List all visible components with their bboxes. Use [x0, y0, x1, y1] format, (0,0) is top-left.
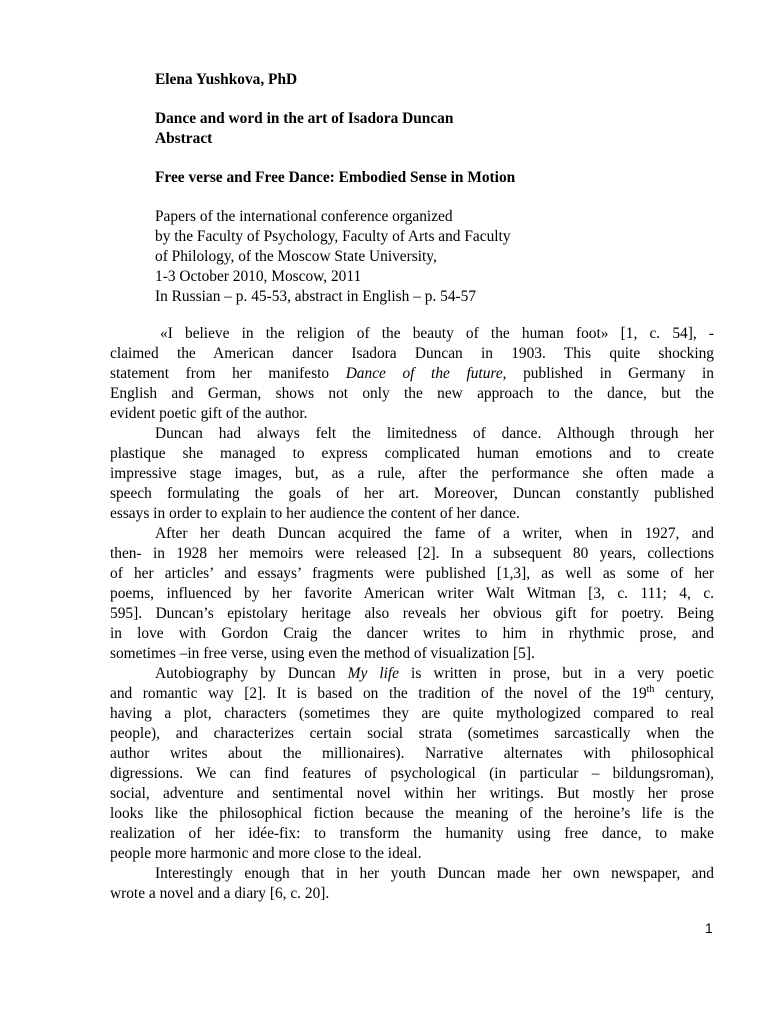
body-line: Autobiography by Duncan My life is written in prose, but in a very poetic	[155, 665, 714, 682]
body-line: Interestingly enough that in her youth Duncan made her own newspaper, and	[155, 865, 714, 882]
italic-title: My life	[347, 665, 399, 682]
body-line: realization of her idée-fix: to transform the humanity using free dance, to make	[110, 825, 714, 842]
body-line: sometimes –in free verse, using even the method of visualization [5].	[110, 645, 535, 662]
body-line: digressions. We can find features of psychological (in particular – bildungsroman),	[110, 765, 714, 782]
body-line: people more harmonic and more close to the ideal.	[110, 845, 422, 862]
body-line: having a plot, characters (sometimes they are quite mythologized compared to real	[110, 705, 714, 722]
source-line: by the Faculty of Psychology, Faculty of Arts and Faculty	[155, 228, 511, 245]
body-line: wrote a novel and a diary [6, c. 20].	[110, 885, 330, 902]
body-line: social, adventure and sentimental novel within her writings. But mostly her prose	[110, 785, 714, 802]
body-line: author writes about the millionaires). Narrative alternates with philosophical	[110, 745, 714, 762]
body-line: and romantic way [2]. It is based on the tradition of the novel of the 19th century,	[110, 684, 714, 702]
page-number: 1	[705, 920, 713, 936]
superscript: th	[646, 684, 655, 695]
author-name: Elena Yushkova, PhD	[155, 71, 298, 88]
body-line: in love with Gordon Craig the dancer writes to him in rhythmic prose, and	[110, 625, 714, 642]
source-line: 1-3 October 2010, Moscow, 2011	[155, 268, 362, 285]
body-line: statement from her manifesto Dance of the future, published in Germany in	[110, 365, 714, 382]
body-line: then- in 1928 her memoirs were released [2]. In a subsequent 80 years, collections	[110, 545, 714, 562]
italic-title: Dance of the future	[345, 365, 503, 382]
body-line: impressive stage images, but, as a rule, after the performance she often made a	[110, 465, 714, 482]
source-line: In Russian – p. 45-53, abstract in English – p. 54-57	[155, 288, 477, 305]
body-line: 595]. Duncan’s epistolary heritage also reveals her obvious gift for poetry. Being	[110, 605, 714, 622]
abstract-label: Abstract	[155, 130, 213, 147]
body-line: claimed the American dancer Isadora Duncan in 1903. This quite shocking	[110, 345, 714, 362]
body-text	[110, 324, 714, 904]
body-line: of her articles’ and essays’ fragments were published [1,3], as well as some of her	[110, 565, 714, 582]
body-line: evident poetic gift of the author.	[110, 405, 308, 422]
source-line: of Philology, of the Moscow State University,	[155, 248, 437, 265]
paper-subtitle: Free verse and Free Dance: Embodied Sense in Motion	[155, 169, 516, 186]
source-line: Papers of the international conference organized	[155, 208, 453, 225]
body-line: poems, influenced by her favorite American writer Walt Witman [3, c. 111; 4, c.	[110, 585, 714, 602]
body-line: essays in order to explain to her audience the content of her dance.	[110, 505, 520, 522]
body-line: «I believe in the religion of the beauty of the human foot» [1, c. 54], -	[160, 325, 714, 342]
body-line: English and German, shows not only the new approach to the dance, but the	[110, 385, 714, 402]
paper-title: Dance and word in the art of Isadora Duncan	[155, 110, 454, 127]
body-line: plastique she managed to express complicated human emotions and to create	[110, 445, 714, 462]
body-line: After her death Duncan acquired the fame of a writer, when in 1927, and	[155, 525, 714, 542]
body-line: people), and characterizes certain social strata (sometimes sarcastically when the	[110, 725, 714, 742]
body-line: looks like the philosophical fiction because the meaning of the heroine’s life is the	[110, 805, 714, 822]
body-line: Duncan had always felt the limitedness of dance. Although through her	[155, 425, 714, 442]
body-line: speech formulating the goals of her art. Moreover, Duncan constantly published	[110, 485, 714, 502]
